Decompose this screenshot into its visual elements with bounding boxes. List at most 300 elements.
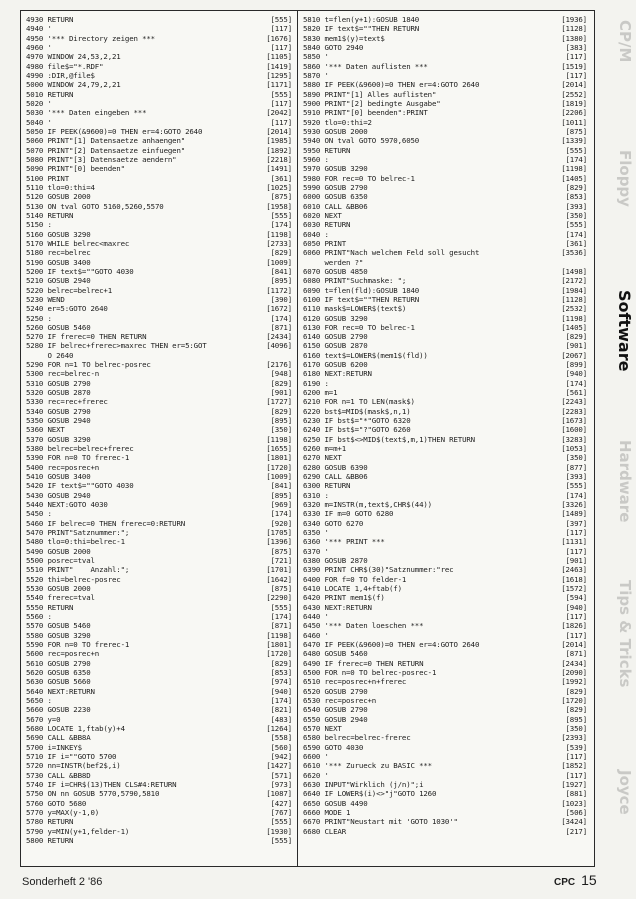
code-line bbox=[303, 612, 589, 621]
checksum: [3424] bbox=[561, 817, 587, 827]
code-text: 6550 GOSUB 2940 bbox=[303, 714, 368, 724]
code-text: 5920 tlo=0:thi=2 bbox=[303, 117, 372, 127]
checksum: [895] bbox=[270, 276, 292, 286]
checksum: [2463] bbox=[561, 565, 587, 575]
code-text: 5220 belrec=belrec+1 bbox=[26, 285, 112, 295]
checksum: [973] bbox=[270, 779, 292, 789]
checksum: [383] bbox=[565, 42, 587, 52]
code-line bbox=[26, 817, 294, 826]
code-text: 5130 ON tval GOTO 5160,5260,5570 bbox=[26, 201, 164, 211]
checksum: [1198] bbox=[266, 229, 292, 239]
code-line bbox=[303, 593, 589, 602]
code-text: 5540 frerec=tval bbox=[26, 593, 95, 603]
code-line bbox=[303, 360, 589, 369]
checksum: [555] bbox=[270, 835, 292, 845]
code-text: 5530 GOSUB 2000 bbox=[26, 584, 91, 594]
code-line bbox=[26, 519, 294, 528]
checksum: [1405] bbox=[561, 173, 587, 183]
code-line bbox=[303, 677, 589, 686]
code-text: 6100 IF text$=""THEN RETURN bbox=[303, 294, 420, 304]
checksum: [901] bbox=[565, 341, 587, 351]
checksum: [2206] bbox=[561, 108, 587, 118]
checksum: [1985] bbox=[266, 136, 292, 146]
code-line bbox=[303, 519, 589, 528]
code-text: 6180 NEXT:RETURN bbox=[303, 369, 372, 379]
checksum: [1053] bbox=[561, 444, 587, 454]
code-text: 5680 LOCATE 1,ftab(y)+4 bbox=[26, 723, 125, 733]
code-text: 5320 GOSUB 2870 bbox=[26, 388, 91, 398]
checksum: [1927] bbox=[561, 779, 587, 789]
code-text: 6460 ' bbox=[303, 630, 329, 640]
code-line bbox=[303, 808, 589, 817]
code-line bbox=[26, 379, 294, 388]
checksum: [350] bbox=[270, 425, 292, 435]
code-line bbox=[303, 575, 589, 584]
code-text: 5090 PRINT"[0] beenden" bbox=[26, 164, 125, 174]
checksum: [1720] bbox=[266, 649, 292, 659]
code-text: 6210 FOR n=1 TO LEN(mask$) bbox=[303, 397, 415, 407]
checksum: [829] bbox=[270, 248, 292, 258]
checksum: [942] bbox=[270, 751, 292, 761]
code-line bbox=[26, 453, 294, 462]
checksum: [117] bbox=[270, 117, 292, 127]
code-text: 6130 FOR rec=0 TO belrec-1 bbox=[303, 322, 415, 332]
code-line bbox=[303, 780, 589, 789]
checksum: [174] bbox=[270, 612, 292, 621]
code-line bbox=[26, 286, 294, 295]
code-line bbox=[26, 715, 294, 724]
code-text: 5640 NEXT:RETURN bbox=[26, 686, 95, 696]
code-line bbox=[26, 491, 294, 500]
checksum: [895] bbox=[270, 490, 292, 500]
code-text: 6650 GOSUB 4490 bbox=[303, 798, 368, 808]
checksum: [1930] bbox=[266, 826, 292, 836]
code-text: 6030 RETURN bbox=[303, 220, 351, 230]
tab-floppy: Floppy bbox=[616, 150, 634, 207]
code-line bbox=[26, 183, 294, 192]
checksum: [1405] bbox=[561, 322, 587, 332]
page-footer bbox=[554, 872, 597, 888]
code-text: 5400 rec=posrec+n bbox=[26, 462, 100, 472]
checksum: [3326] bbox=[561, 500, 587, 510]
code-text: 5810 t=flen(y+1):GOSUB 1840 bbox=[303, 15, 420, 24]
code-text: 5280 IF belrec+frerec>maxrec THEN er=5:GOT bbox=[26, 341, 207, 351]
code-line bbox=[26, 547, 294, 556]
code-text: 5340 GOSUB 2790 bbox=[26, 406, 91, 416]
code-text: 5000 WINDOW 24,79,2,21 bbox=[26, 80, 121, 90]
checksum: [875] bbox=[565, 126, 587, 136]
checksum: [174] bbox=[565, 490, 587, 500]
checksum: [571] bbox=[270, 770, 292, 780]
code-text: O 2640 bbox=[26, 350, 74, 360]
code-text: 5660 GOSUB 2230 bbox=[26, 705, 91, 715]
code-line bbox=[303, 71, 589, 80]
code-line bbox=[303, 24, 589, 33]
code-text: 6000 GOSUB 6350 bbox=[303, 192, 368, 202]
checksum: [1498] bbox=[561, 266, 587, 276]
checksum: [1705] bbox=[266, 528, 292, 538]
code-line bbox=[303, 603, 589, 612]
code-text: 5420 IF text$=""GOTO 4030 bbox=[26, 481, 134, 491]
code-line bbox=[26, 192, 294, 201]
checksum: [767] bbox=[270, 807, 292, 817]
checksum: [539] bbox=[565, 742, 587, 752]
checksum: [393] bbox=[565, 472, 587, 482]
checksum: [829] bbox=[270, 406, 292, 416]
code-line bbox=[303, 724, 589, 733]
checksum: [1936] bbox=[561, 15, 587, 24]
code-text: 6570 NEXT bbox=[303, 723, 342, 733]
code-text: 6040 : bbox=[303, 229, 329, 239]
checksum: [555] bbox=[270, 602, 292, 612]
checksum: [940] bbox=[270, 686, 292, 696]
checksum: [899] bbox=[565, 360, 587, 370]
checksum: [1600] bbox=[561, 425, 587, 435]
code-line bbox=[26, 761, 294, 770]
checksum: [1673] bbox=[561, 416, 587, 426]
checksum: [1727] bbox=[266, 397, 292, 407]
code-line bbox=[26, 127, 294, 136]
code-line bbox=[303, 183, 589, 192]
checksum: [555] bbox=[565, 145, 587, 155]
listing-column-left bbox=[26, 15, 294, 845]
code-line bbox=[303, 323, 589, 332]
checksum: [361] bbox=[270, 173, 292, 183]
code-text: 6230 IF bst$="*"GOTO 6320 bbox=[303, 416, 411, 426]
code-text: 5980 FOR rec=0 TO belrec-1 bbox=[303, 173, 415, 183]
code-line bbox=[303, 789, 589, 798]
code-line bbox=[26, 621, 294, 630]
checksum: [881] bbox=[565, 789, 587, 799]
code-text: 6420 PRINT mem1$(f) bbox=[303, 593, 385, 603]
code-line bbox=[26, 146, 294, 155]
code-text: 5830 mem1$(y)=text$ bbox=[303, 33, 385, 43]
code-line bbox=[303, 15, 589, 24]
checksum: [1984] bbox=[561, 285, 587, 295]
code-text: 6020 NEXT bbox=[303, 210, 342, 220]
code-text: 5070 PRINT"[2] Datensaetze einfuegen" bbox=[26, 145, 186, 155]
code-text: 5960 : bbox=[303, 154, 329, 164]
code-text: 6250 IF bst$<>MID$(text$,m,1)THEN RETURN bbox=[303, 434, 475, 444]
code-text: 6610 '*** Zurueck zu BASIC *** bbox=[303, 761, 432, 771]
code-text: 6310 : bbox=[303, 490, 329, 500]
code-text: 5040 ' bbox=[26, 117, 52, 127]
checksum: [1852] bbox=[561, 761, 587, 771]
code-line bbox=[26, 631, 294, 640]
code-line bbox=[26, 407, 294, 416]
code-line bbox=[26, 827, 294, 836]
code-text: 6580 belrec=belrec-frerec bbox=[303, 733, 411, 743]
code-text: 6190 : bbox=[303, 378, 329, 388]
code-line bbox=[26, 323, 294, 332]
code-text: 5500 posrec=tval bbox=[26, 556, 95, 566]
code-text: 5490 GOSUB 2000 bbox=[26, 546, 91, 556]
code-line bbox=[26, 360, 294, 369]
checksum: [1892] bbox=[266, 145, 292, 155]
checksum: [117] bbox=[565, 528, 587, 538]
checksum: [350] bbox=[565, 210, 587, 220]
checksum: [1642] bbox=[266, 574, 292, 584]
checksum: [1801] bbox=[266, 453, 292, 463]
code-line bbox=[26, 463, 294, 472]
checksum: [901] bbox=[565, 556, 587, 566]
tab-tips-tricks: Tips & Tricks bbox=[616, 580, 634, 688]
code-text: 5890 PRINT"[1] Alles auflisten" bbox=[303, 89, 437, 99]
checksum: [117] bbox=[565, 630, 587, 640]
checksum: [555] bbox=[565, 481, 587, 491]
checksum: [1131] bbox=[561, 537, 587, 547]
code-line bbox=[26, 397, 294, 406]
checksum: [829] bbox=[270, 658, 292, 668]
code-line bbox=[303, 472, 589, 481]
checksum: [117] bbox=[565, 70, 587, 80]
code-line bbox=[303, 127, 589, 136]
code-text: 5580 GOSUB 3290 bbox=[26, 630, 91, 640]
code-line bbox=[26, 258, 294, 267]
code-text: 5080 PRINT"[3] Datensaetze aendern" bbox=[26, 154, 177, 164]
checksum: [1087] bbox=[266, 789, 292, 799]
code-line bbox=[303, 453, 589, 462]
code-text: 5840 GOTO 2940 bbox=[303, 42, 364, 52]
code-line bbox=[26, 230, 294, 239]
checksum: [1519] bbox=[561, 61, 587, 71]
code-text: 5600 rec=posrec+n bbox=[26, 649, 100, 659]
checksum: [940] bbox=[565, 369, 587, 379]
code-text: 6490 IF frerec=0 THEN RETURN bbox=[303, 658, 424, 668]
checksum: [1427] bbox=[266, 761, 292, 771]
code-text: 5180 rec=belrec bbox=[26, 248, 91, 258]
code-line bbox=[303, 463, 589, 472]
tab-software: Software bbox=[615, 290, 634, 372]
code-text: 6120 GOSUB 3290 bbox=[303, 313, 368, 323]
code-text: 5880 IF PEEK(&9600)=0 THEN er=4:GOTO 2640 bbox=[303, 80, 480, 90]
code-line bbox=[303, 687, 589, 696]
checksum: [3536] bbox=[561, 248, 587, 258]
code-text: 5310 GOSUB 2790 bbox=[26, 378, 91, 388]
checksum: [1105] bbox=[266, 52, 292, 62]
code-line bbox=[26, 425, 294, 434]
code-text: 5910 PRINT"[0] beenden":PRINT bbox=[303, 108, 428, 118]
code-line bbox=[303, 771, 589, 780]
code-line bbox=[26, 836, 294, 845]
code-line bbox=[303, 761, 589, 770]
code-line bbox=[303, 220, 589, 229]
code-line bbox=[303, 43, 589, 52]
code-text: 6670 PRINT"Neustart mit 'GOTO 1030'" bbox=[303, 817, 458, 827]
code-text: 6620 ' bbox=[303, 770, 329, 780]
code-line bbox=[26, 155, 294, 164]
checksum: [974] bbox=[270, 677, 292, 687]
code-text: 6630 INPUT"Wirklich (j/n)";i bbox=[303, 779, 424, 789]
code-text: 6140 GOSUB 2790 bbox=[303, 332, 368, 342]
code-line bbox=[303, 174, 589, 183]
code-line bbox=[26, 295, 294, 304]
checksum: [2733] bbox=[266, 238, 292, 248]
code-line bbox=[26, 705, 294, 714]
code-line bbox=[26, 481, 294, 490]
checksum: [1264] bbox=[266, 723, 292, 733]
code-text: 6510 rec=posrec+n+frerec bbox=[303, 677, 407, 687]
code-line bbox=[303, 52, 589, 61]
code-text: 5560 : bbox=[26, 612, 52, 621]
code-line bbox=[26, 304, 294, 313]
code-line bbox=[26, 15, 294, 24]
checksum: [2290] bbox=[266, 593, 292, 603]
checksum: [117] bbox=[270, 24, 292, 34]
code-text: 5140 RETURN bbox=[26, 210, 74, 220]
code-line bbox=[26, 687, 294, 696]
checksum: [1491] bbox=[266, 164, 292, 174]
code-text: 6160 text$=LOWER$(mem1$(fld)) bbox=[303, 350, 428, 360]
code-text: 5450 : bbox=[26, 509, 52, 519]
code-line bbox=[26, 649, 294, 658]
code-text: 4930 RETURN bbox=[26, 15, 74, 24]
checksum: [940] bbox=[565, 602, 587, 612]
code-line bbox=[303, 230, 589, 239]
code-text: 5690 CALL &BB8A bbox=[26, 733, 91, 743]
magazine-name: CPC bbox=[554, 877, 576, 888]
checksum: [853] bbox=[565, 192, 587, 202]
code-text: 5590 FOR n=0 TO frerec-1 bbox=[26, 639, 130, 649]
checksum: [871] bbox=[270, 322, 292, 332]
checksum: [594] bbox=[565, 593, 587, 603]
code-line bbox=[303, 631, 589, 640]
code-text: 5250 : bbox=[26, 313, 52, 323]
code-line bbox=[26, 239, 294, 248]
checksum: [2434] bbox=[561, 658, 587, 668]
code-line bbox=[26, 211, 294, 220]
checksum: [117] bbox=[270, 42, 292, 52]
code-line bbox=[303, 80, 589, 89]
checksum: [877] bbox=[565, 462, 587, 472]
code-line bbox=[303, 192, 589, 201]
code-text: 6590 GOTO 4030 bbox=[303, 742, 364, 752]
code-line bbox=[26, 164, 294, 173]
code-line bbox=[303, 397, 589, 406]
code-text: 5300 rec=belrec-n bbox=[26, 369, 100, 379]
code-line bbox=[26, 388, 294, 397]
code-text: 5200 IF text$=""GOTO 4030 bbox=[26, 266, 134, 276]
checksum: [1819] bbox=[561, 98, 587, 108]
checksum: [853] bbox=[270, 667, 292, 677]
checksum: [1198] bbox=[266, 630, 292, 640]
code-text: 6360 '*** PRINT *** bbox=[303, 537, 385, 547]
checksum: [117] bbox=[565, 770, 587, 780]
checksum: [2067] bbox=[561, 350, 587, 360]
code-line bbox=[303, 500, 589, 509]
code-line bbox=[303, 202, 589, 211]
code-text: 5510 PRINT" Anzahl:"; bbox=[26, 565, 130, 575]
code-text: 6470 IF PEEK(&9600)=0 THEN er=4:GOTO 2640 bbox=[303, 639, 480, 649]
checksum: [1023] bbox=[561, 798, 587, 808]
code-line bbox=[303, 211, 589, 220]
code-line bbox=[303, 649, 589, 658]
code-text: 5930 GOSUB 2000 bbox=[303, 126, 368, 136]
code-line bbox=[303, 136, 589, 145]
checksum: [174] bbox=[270, 220, 292, 230]
code-line bbox=[303, 491, 589, 500]
code-text: 5700 i=INKEY$ bbox=[26, 742, 82, 752]
code-text: 5360 NEXT bbox=[26, 425, 65, 435]
code-line bbox=[303, 369, 589, 378]
code-line bbox=[303, 388, 589, 397]
code-text: 6350 ' bbox=[303, 528, 329, 538]
code-line bbox=[26, 24, 294, 33]
code-line bbox=[26, 556, 294, 565]
checksum: [1655] bbox=[266, 444, 292, 454]
code-line bbox=[26, 99, 294, 108]
checksum: [2552] bbox=[561, 89, 587, 99]
code-line bbox=[26, 369, 294, 378]
code-text: 5760 GOTO 5680 bbox=[26, 798, 87, 808]
checksum: [829] bbox=[565, 182, 587, 192]
code-line bbox=[26, 612, 294, 621]
code-line bbox=[303, 817, 589, 826]
code-line bbox=[303, 752, 589, 761]
code-text: 6370 ' bbox=[303, 546, 329, 556]
checksum: [506] bbox=[565, 807, 587, 817]
code-text: 5390 FOR n=0 TO frerec-1 bbox=[26, 453, 130, 463]
checksum: [2042] bbox=[266, 108, 292, 118]
checksum: [174] bbox=[270, 509, 292, 519]
checksum: [117] bbox=[565, 52, 587, 62]
code-line bbox=[26, 696, 294, 705]
code-text: 5850 ' bbox=[303, 52, 329, 62]
code-text: 5260 GOSUB 5460 bbox=[26, 322, 91, 332]
checksum: [350] bbox=[565, 453, 587, 463]
checksum: [841] bbox=[270, 266, 292, 276]
code-text: 5120 GOSUB 2000 bbox=[26, 192, 91, 202]
checksum: [1009] bbox=[266, 472, 292, 482]
code-text: 5710 IF i=""GOTO 5700 bbox=[26, 751, 117, 761]
code-text: 5990 GOSUB 2790 bbox=[303, 182, 368, 192]
code-text: 6320 m=INSTR(m,text$,CHR$(44)) bbox=[303, 500, 432, 510]
code-text: 6390 PRINT CHR$(30)"Satznummer:"rec bbox=[303, 565, 454, 575]
code-line bbox=[26, 472, 294, 481]
code-line bbox=[26, 565, 294, 574]
checksum: [2172] bbox=[561, 276, 587, 286]
checksum: [1672] bbox=[266, 304, 292, 314]
checksum: [841] bbox=[270, 481, 292, 491]
checksum: [1011] bbox=[561, 117, 587, 127]
checksum: [427] bbox=[270, 798, 292, 808]
code-line bbox=[303, 146, 589, 155]
tab-joyce: Joyce bbox=[616, 770, 634, 815]
code-text: 5620 GOSUB 6350 bbox=[26, 667, 91, 677]
code-text: 5430 GOSUB 2940 bbox=[26, 490, 91, 500]
code-text: 6410 LOCATE 1,4+ftab(f) bbox=[303, 584, 402, 594]
code-text: 5630 GOSUB 5660 bbox=[26, 677, 91, 687]
checksum: [483] bbox=[270, 714, 292, 724]
code-text: 5480 tlo=0:thi=belrec-1 bbox=[26, 537, 125, 547]
checksum: [2283] bbox=[561, 406, 587, 416]
code-line bbox=[26, 584, 294, 593]
code-line bbox=[303, 537, 589, 546]
checksum: [1676] bbox=[266, 33, 292, 43]
code-text: 5330 rec=rec+frerec bbox=[26, 397, 108, 407]
code-line bbox=[303, 481, 589, 490]
code-line bbox=[26, 248, 294, 257]
code-text: 5570 GOSUB 5460 bbox=[26, 621, 91, 631]
code-line bbox=[26, 267, 294, 276]
code-text: 6640 IF LOWER$(i)<>"j"GOTO 1260 bbox=[303, 789, 437, 799]
code-text: 6300 RETURN bbox=[303, 481, 351, 491]
checksum: [1419] bbox=[266, 61, 292, 71]
code-line bbox=[303, 743, 589, 752]
code-text: 5020 ' bbox=[26, 98, 52, 108]
code-text: 6330 IF m=0 GOTO 6280 bbox=[303, 509, 394, 519]
checksum: [4096] bbox=[266, 341, 292, 351]
